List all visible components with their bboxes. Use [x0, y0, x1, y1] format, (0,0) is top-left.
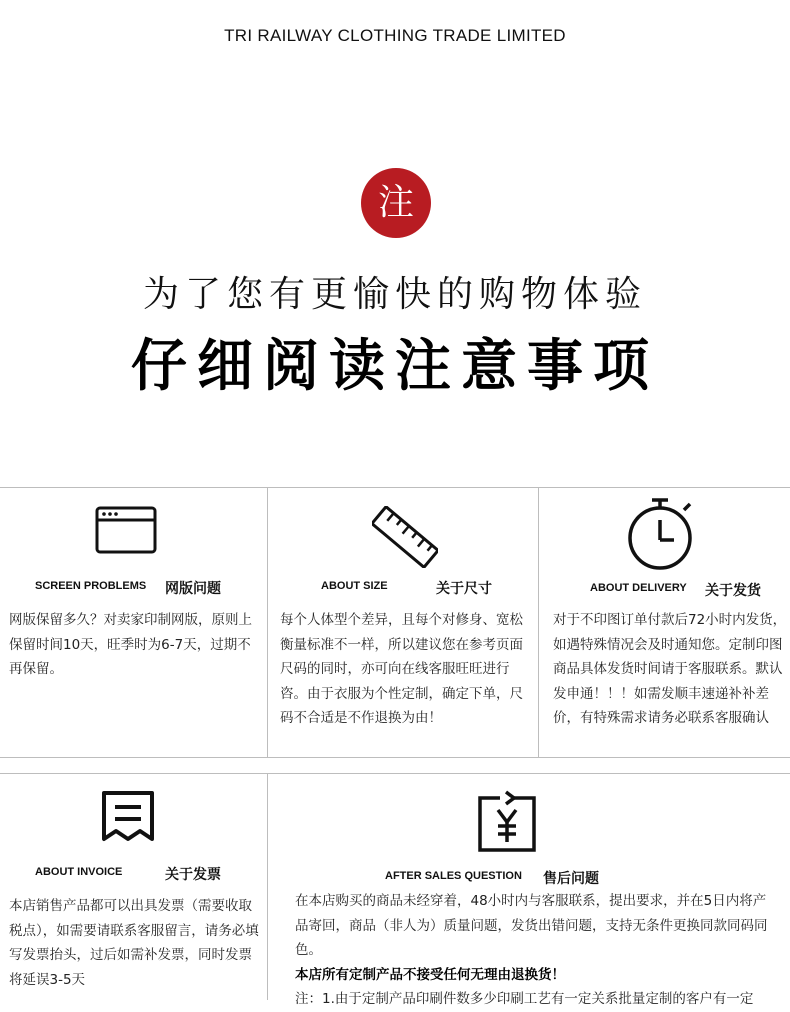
section-label-cn: 售后问题	[543, 871, 599, 887]
section-label-cn: 网版问题	[165, 581, 221, 597]
divider	[538, 487, 539, 757]
section-label-en: ABOUT INVOICE	[35, 866, 123, 878]
section-text: 本店销售产品都可以出具发票（需要收取税点），如需要请联系客服留言，请务必填写发票抬头，过后如需补发票，同时发票将延误3-5天	[9, 898, 259, 988]
notice-badge: 注	[361, 168, 431, 238]
section-label-en: AFTER SALES QUESTION	[385, 870, 522, 882]
divider	[0, 487, 790, 488]
section-label-cn: 关于发货	[705, 583, 761, 599]
section-text-block	[295, 889, 775, 1012]
footnote: 注：1.由于定制产品印刷件数多少印刷工艺有一定关系批量定制的客户有一定	[295, 991, 754, 1007]
subtitle: 为了您有更愉快的购物体验	[142, 274, 647, 315]
page-title: 仔细阅读注意事项	[131, 334, 659, 399]
section-label-en: SCREEN PROBLEMS	[35, 580, 147, 592]
divider	[267, 773, 268, 1000]
section-label-en: ABOUT SIZE	[321, 580, 388, 592]
browser-window-icon	[95, 506, 157, 554]
section-label-en: ABOUT DELIVERY	[590, 582, 687, 594]
section-text: 在本店购买的商品未经穿着，48小时内与客服联系，提出要求，并在5日内将产品寄回，商品（非人为）质量问题，发货出错问题，支持无条件更换同款同码同色。	[295, 893, 768, 958]
divider	[267, 487, 268, 757]
divider	[0, 757, 790, 758]
company-name: TRI RAILWAY CLOTHING TRADE LIMITED	[224, 26, 566, 45]
section-text: 对于不印图订单付款后72小时内发货，如遇特殊情况会及时通知您。定制印图商品具体发货时间请于客服联系。默认发申通！！！如需发顺丰速递补补差价，有特殊需求请务必联系客服确认	[553, 612, 787, 726]
section-label-cn: 关于尺寸	[436, 581, 492, 597]
ruler-icon	[372, 506, 438, 568]
receipt-icon	[100, 789, 156, 843]
section-text: 每个人体型个差异，且每个对修身、宽松衡量标准不一样，所以建议您在参考页面尺码的同时，亦可向在线客服旺旺进行咨。由于衣服为个性定制，确定下单，尺码不合适是不作退换为由！	[280, 612, 523, 726]
stopwatch-icon	[626, 496, 696, 572]
section-label-cn: 关于发票	[165, 867, 221, 883]
divider	[0, 773, 790, 774]
no-return-notice: 本店所有定制产品不接受任何无理由退换货！	[295, 966, 565, 983]
yen-exchange-icon	[474, 790, 540, 854]
section-text: 网版保留多久？对卖家印制网版，原则上保留时间10天，旺季时为6-7天，过期不再保留。	[9, 612, 252, 677]
